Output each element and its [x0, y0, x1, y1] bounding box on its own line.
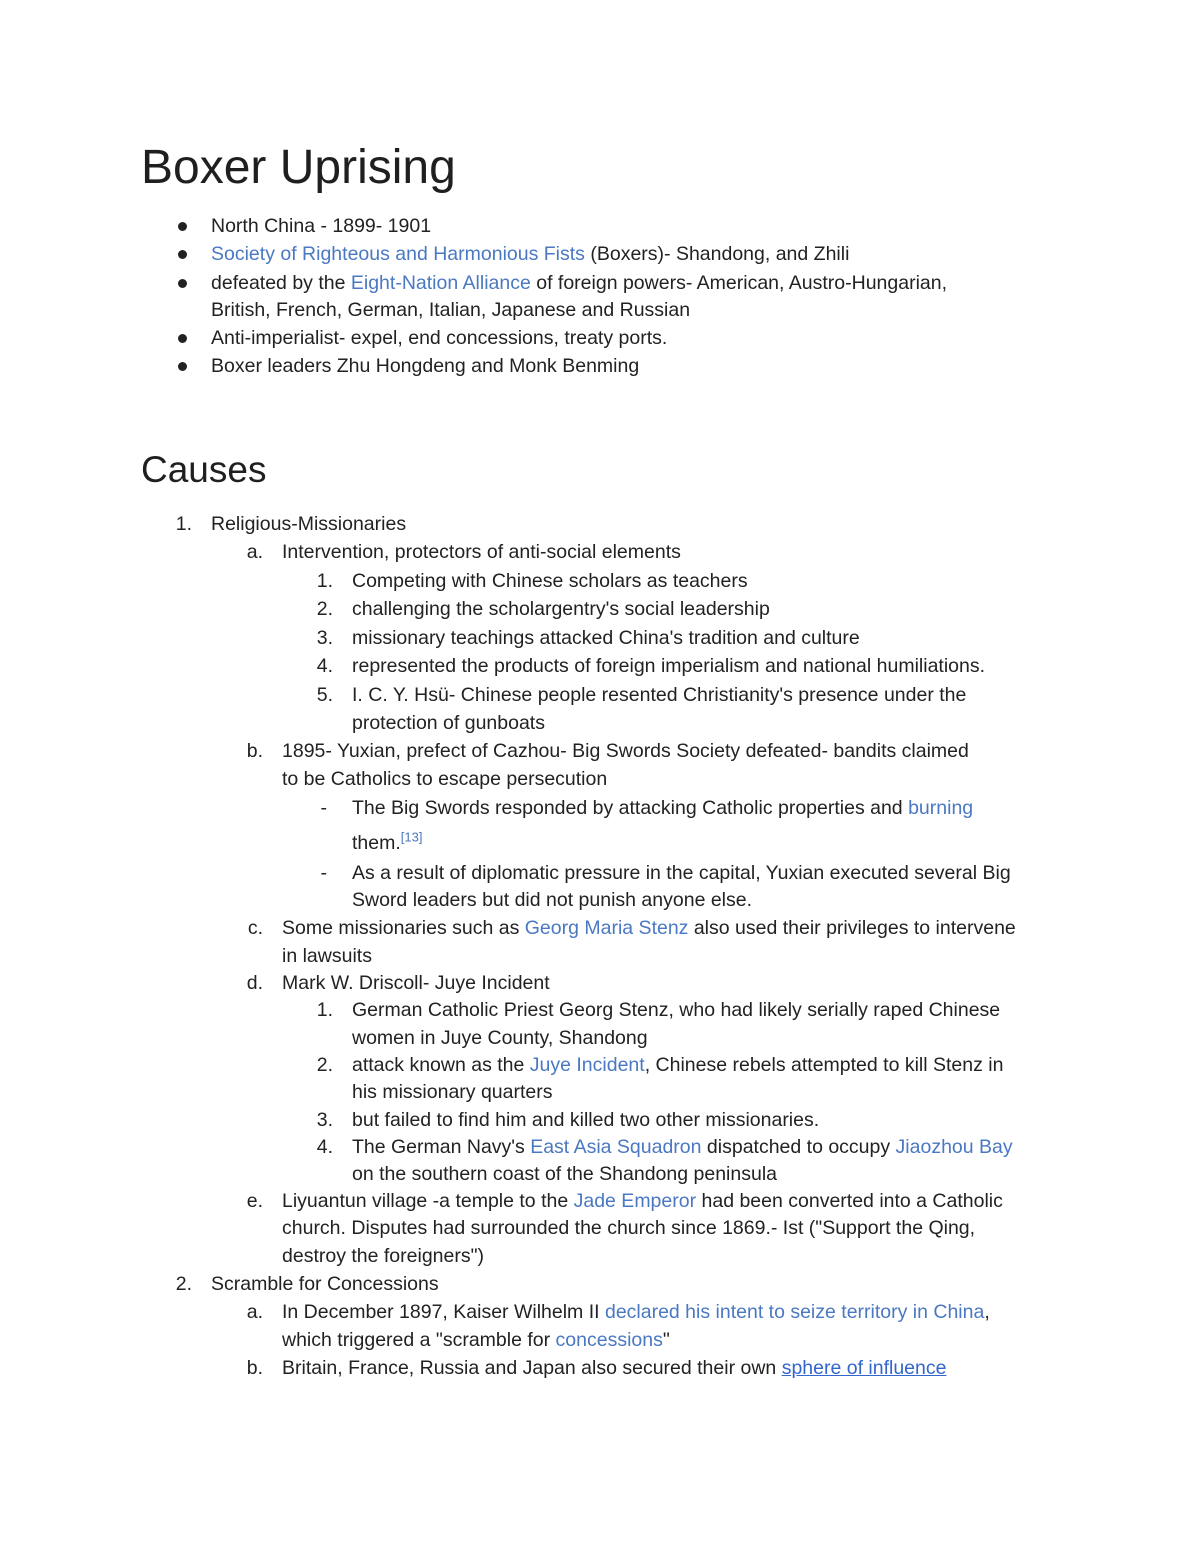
causes-heading: Causes: [141, 449, 267, 490]
cause-1b-dash-2-continued: Sword leaders but did not punish anyone else.: [352, 889, 753, 911]
bullet-icon: [178, 250, 187, 259]
bullet-icon: [178, 279, 187, 288]
cause-2a-text: In December 1897, Kaiser Wilhelm II: [282, 1301, 605, 1323]
cause-1c: [282, 915, 1016, 942]
list-marker: 1.: [175, 513, 192, 535]
list-marker: 2.: [175, 1273, 192, 1295]
cause-2a-continued-text: which triggered a "scramble for: [282, 1329, 556, 1351]
cause-1a-3: missionary teachings attacked China's tradition and culture: [352, 627, 860, 649]
cause-1b-dash-1-text: The Big Swords responded by attacking Catholic properties and: [352, 797, 909, 819]
cause-1d-1: German Catholic Priest Georg Stenz, who had likely serially raped Chinese: [352, 999, 1001, 1021]
cause-1d-4-text: The German Navy's: [352, 1136, 531, 1158]
cause-1d-4-continued: on the southern coast of the Shandong peninsula: [352, 1163, 777, 1185]
intro-bullet-3-continued: British, French, German, Italian, Japanese and Russian: [211, 299, 691, 321]
cause-1d-2: [352, 1052, 1003, 1079]
cause-1b-dash-2: As a result of diplomatic pressure in the capital, Yuxian executed several Big: [352, 862, 1011, 884]
list-marker: 2.: [316, 1054, 333, 1076]
society-link[interactable]: Society of Righteous and Harmonious Fists: [211, 243, 585, 265]
east-asia-squadron-link[interactable]: East Asia Squadron: [530, 1136, 702, 1158]
list-marker: b.: [246, 1357, 263, 1379]
cause-1d: Mark W. Driscoll- Juye Incident: [282, 972, 550, 994]
cause-1e-continued-2: destroy the foreigners"): [282, 1245, 485, 1267]
cause-1a-4: represented the products of foreign imperialism and national humiliations.: [352, 655, 986, 677]
list-marker: a.: [246, 541, 263, 563]
cause-1: Religious-Missionaries: [211, 513, 407, 535]
cause-1b-dash-1-continued: [352, 830, 422, 857]
dash-marker: -: [320, 797, 327, 819]
list-marker: c.: [247, 917, 263, 939]
intro-bullet-3-text: defeated by the: [211, 272, 351, 294]
eight-nation-alliance-link[interactable]: Eight-Nation Alliance: [350, 272, 531, 294]
cause-2a-text: ,: [984, 1301, 990, 1323]
cause-1e-text: Liyuantun village -a temple to the: [282, 1190, 574, 1212]
concessions-link[interactable]: concessions: [555, 1329, 663, 1351]
cause-1e: [282, 1188, 1003, 1215]
cause-1a-2: challenging the scholargentry's social leadership: [352, 598, 770, 620]
bullet-icon: [178, 334, 187, 343]
list-marker: a.: [246, 1301, 263, 1323]
intro-bullet-1: [211, 213, 431, 240]
list-marker: 4.: [316, 1136, 333, 1158]
cause-1d-2-text: attack known as the: [352, 1054, 530, 1076]
jiaozhou-bay-link[interactable]: Jiaozhou Bay: [895, 1136, 1013, 1158]
bullet-icon: [178, 222, 187, 231]
declared-intent-link[interactable]: declared his intent to seize territory in China: [604, 1301, 985, 1323]
cause-1c-text: Some missionaries such as: [282, 917, 525, 939]
cause-2: Scramble for Concessions: [211, 1273, 439, 1295]
cause-2a-continued-text: ": [662, 1329, 670, 1351]
cause-1b: 1895- Yuxian, prefect of Cazhou- Big Swords Society defeated- bandits claimed: [282, 740, 969, 762]
cause-1a: Intervention, protectors of anti-social elements: [282, 541, 681, 563]
cause-1d-2-continued: his missionary quarters: [352, 1081, 553, 1103]
list-marker: 1.: [316, 570, 333, 592]
list-marker: 2.: [316, 598, 333, 620]
cause-1e-text: had been converted into a Catholic: [696, 1190, 1003, 1212]
jade-emperor-link[interactable]: Jade Emperor: [573, 1190, 697, 1212]
cause-1a-5: I. C. Y. Hsü- Chinese people resented Christianity's presence under the: [352, 684, 967, 706]
list-marker: b.: [246, 740, 263, 762]
list-marker: 5.: [316, 684, 333, 706]
cause-1a-1: Competing with Chinese scholars as teachers: [352, 570, 748, 592]
list-marker: d.: [246, 972, 263, 994]
list-marker: e.: [246, 1190, 263, 1212]
list-marker: 3.: [316, 1109, 333, 1131]
list-marker: 4.: [316, 655, 333, 677]
cause-2a-continued: [282, 1327, 670, 1354]
citation-13-link[interactable]: [13]: [400, 829, 423, 845]
bullet-icon: [178, 362, 187, 371]
cause-1b-dash-1: [352, 795, 973, 822]
cause-1a-5-continued: protection of gunboats: [352, 712, 545, 734]
cause-1d-2-text: , Chinese rebels attempted to kill Stenz in: [644, 1054, 1004, 1076]
page-title: Boxer Uprising: [141, 141, 456, 194]
cause-1d-1-continued: women in Juye County, Shandong: [352, 1027, 648, 1049]
cause-1b-dash-1-continued-text: them.: [352, 832, 401, 854]
cause-1c-continued: in lawsuits: [282, 945, 372, 967]
intro-bullet-5: Boxer leaders Zhu Hongdeng and Monk Benming: [211, 355, 640, 377]
cause-1e-continued-1: church. Disputes had surrounded the church since 1869.- Ist ("Support the Qing,: [282, 1217, 976, 1239]
sphere-of-influence-link[interactable]: sphere of influence: [781, 1357, 947, 1379]
list-marker: 3.: [316, 627, 333, 649]
burning-link[interactable]: burning: [908, 797, 974, 819]
cause-1d-4: [352, 1134, 1013, 1161]
cause-2b: [282, 1355, 946, 1382]
dash-marker: -: [320, 862, 327, 884]
cause-1d-3: but failed to find him and killed two other missionaries.: [352, 1109, 820, 1131]
intro-bullet-2-text: (Boxers)- Shandong, and Zhili: [584, 243, 850, 265]
cause-2b-text: Britain, France, Russia and Japan also secured their own: [282, 1357, 782, 1379]
intro-bullet-4: Anti-imperialist- expel, end concessions, treaty ports.: [211, 327, 668, 349]
intro-bullet-1-text: North China - 1899- 1901: [211, 215, 432, 237]
cause-1d-4-text: dispatched to occupy: [701, 1136, 896, 1158]
juye-incident-link[interactable]: Juye Incident: [529, 1054, 645, 1076]
cause-1b-continued: to be Catholics to escape persecution: [282, 768, 608, 790]
cause-2a: [282, 1299, 990, 1326]
intro-bullet-3: [211, 270, 947, 297]
intro-bullet-3-text: of foreign powers- American, Austro-Hungarian,: [530, 272, 948, 294]
list-marker: 1.: [316, 999, 333, 1021]
intro-bullet-2: [211, 241, 849, 268]
georg-maria-stenz-link[interactable]: Georg Maria Stenz: [524, 917, 689, 939]
cause-1c-text: also used their privileges to intervene: [688, 917, 1016, 939]
